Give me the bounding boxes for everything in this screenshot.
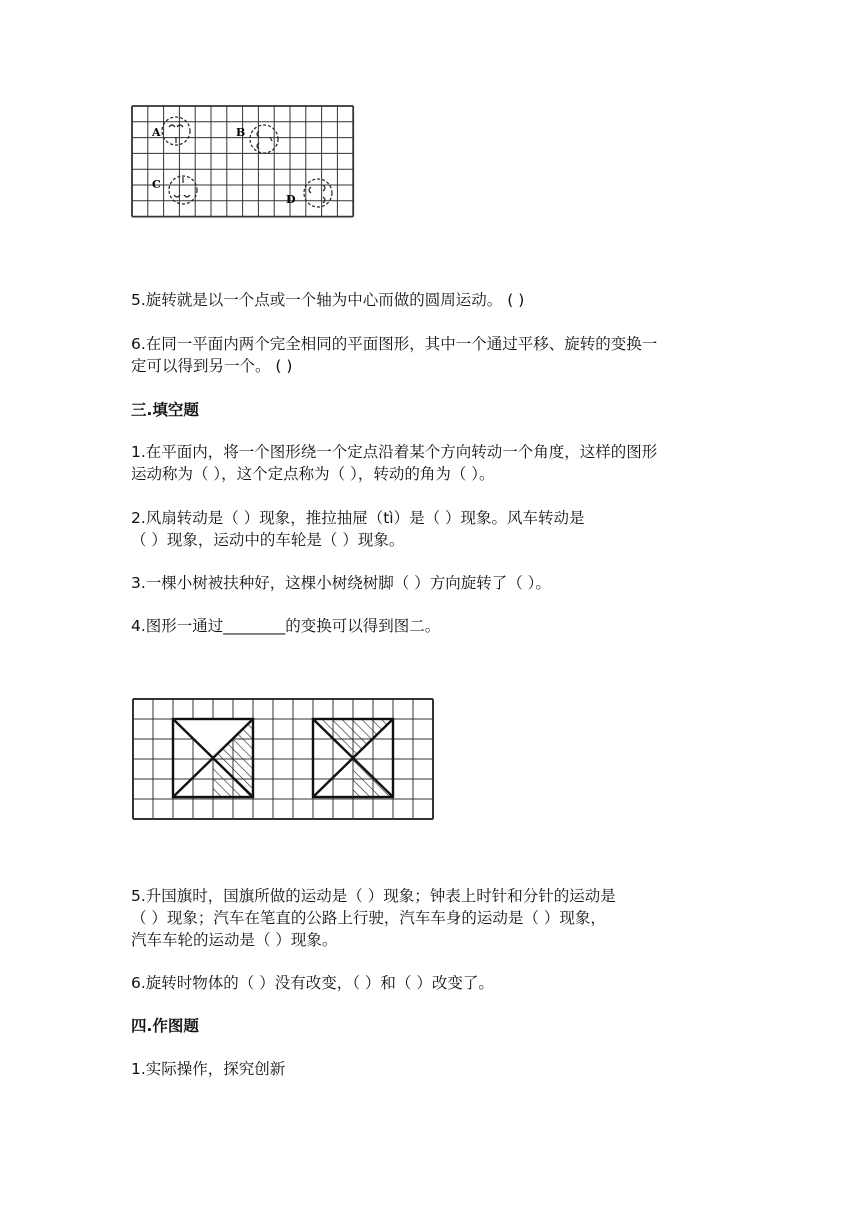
- fill-q5-line1: 5.升国旗时，国旗所做的运动是（ ）现象；钟表上时针和分针的运动是: [131, 887, 616, 905]
- label-b: B: [236, 126, 246, 139]
- fill-q1-line1: 1.在平面内，将一个图形绕一个定点沿着某个方向转动一个角度，这样的图形: [131, 443, 658, 461]
- judgement-q6-line2: 定可以得到另一个。 ( ): [131, 357, 293, 375]
- fill-q2-line2: （ ）现象，运动中的车轮是（ ）现象。: [131, 531, 405, 549]
- transformation-grid-figure: [131, 697, 437, 821]
- judgement-q5: 5.旋转就是以一个点或一个轴为中心而做的圆周运动。 ( ): [131, 291, 525, 309]
- figure-two: [313, 719, 393, 797]
- section-4-title: 四.作图题: [131, 1017, 199, 1035]
- face-d: [304, 179, 332, 207]
- section-3-title: 三.填空题: [131, 401, 199, 419]
- fill-q2-line1: 2.风扇转动是（ ）现象，推拉抽屉（tì）是（ ）现象。风车转动是: [131, 509, 585, 527]
- fill-q3: 3.一棵小树被扶种好，这棵小树绕树脚（ ）方向旋转了（ ）。: [131, 574, 551, 592]
- figure-grid: [133, 699, 433, 819]
- fill-q1-line2: 运动称为（ ），这个定点称为（ ），转动的角为（ ）。: [131, 465, 495, 483]
- face-a: [162, 117, 190, 145]
- fill-q5-line2: （ ）现象；汽车在笔直的公路上行驶，汽车车身的运动是（ ）现象，: [131, 909, 606, 927]
- figure-one: [173, 719, 253, 797]
- label-d: D: [286, 193, 296, 206]
- judgement-q6-line1: 6.在同一平面内两个完全相同的平面图形，其中一个通过平移、旋转的变换一: [131, 335, 658, 353]
- face-c: [169, 176, 197, 204]
- fill-q4: 4.图形一通过________的变换可以得到图二。: [131, 617, 441, 635]
- drawing-q1: 1.实际操作，探究创新: [131, 1060, 286, 1078]
- fill-q6: 6.旋转时物体的（ ）没有改变，（ ）和（ ）改变了。: [131, 974, 494, 992]
- rotation-grid-figure: [131, 105, 356, 227]
- label-c: C: [152, 178, 161, 191]
- fill-q5-line3: 汽车车轮的运动是（ ）现象。: [131, 931, 338, 949]
- label-a: A: [152, 126, 161, 139]
